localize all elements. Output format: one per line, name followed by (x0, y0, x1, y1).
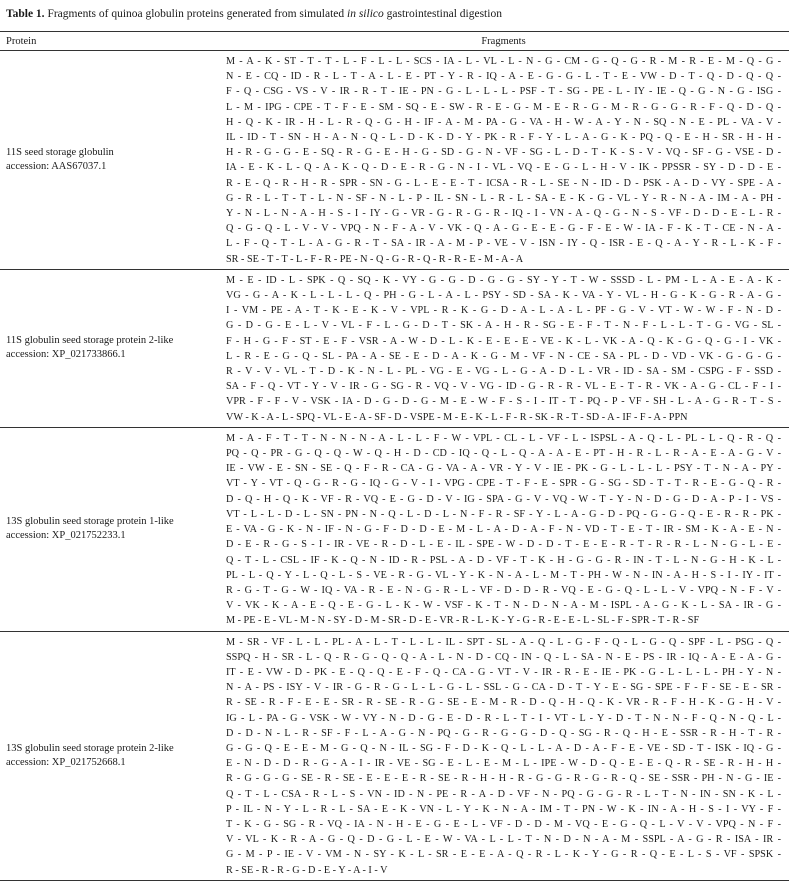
fragment-line: G - R - L - T - T - L - N - SF - N - L - P - IL - SN - L - R - L - SA - E - K - G - VL - Y - R - N - A - IM - A - PH - (226, 192, 781, 204)
fragment-line: VW - K - A - L - SPQ - VL - E - A - SF - D - VSPE - M - E - K - L - F - R - SK - R - T - SD - A - IF - F - A - PPN (226, 411, 688, 423)
fragment-line: R - SE - R - F - E - E - SR - R - SE - R - G - SE - E - M - R - D - Q - H - Q - K - VR - R - F - H - K - G - H - V - (226, 697, 781, 709)
fragments-cell (218, 632, 789, 880)
fragment-line: R - V - V - VL - T - D - K - N - L - PL - VG - E - VG - L - G - A - D - L - VR - ID - SA - SM - CSPG - F - SSD - (226, 366, 781, 378)
fragment-line: VT - Y - VT - Q - G - R - G - IQ - G - V - I - VPG - CPE - T - F - E - SPR - G - SG - SD - T - T - R - E - G - Q - R - (226, 478, 781, 490)
fragment-line: SR - SE - T - T - L - F - R - PE - N - Q - G - R - Q - R - R - E - M - A - A (226, 253, 524, 265)
table-caption-text: Fragments of quinoa globulin proteins generated from simulated (44, 8, 348, 20)
protein-accession: accession: XP_021733866.1 (6, 349, 126, 361)
fragment-line: D - Q - H - Q - K - VF - R - VQ - E - G - D - V - IG - SPA - G - V - VQ - W - T - Y - N - D - G - D - A - P - I - VS - (226, 493, 781, 505)
fragment-line: VG - G - A - K - L - L - L - Q - PH - G - L - A - L - PSY - SD - SA - K - VA - Y - VL - H - G - K - G - R - A - G - (226, 290, 781, 302)
fragment-line: IL - ID - T - SN - H - A - N - Q - L - D - K - D - Y - PK - R - F - Y - L - A - G - K - PQ - Q - E - H - SR - H - H - (226, 132, 781, 144)
fragment-line: Q - T - L - CSL - IF - K - Q - N - ID - R - PSL - A - D - VF - T - K - H - G - G - R - IN - T - L - N - G - H - K - L - (226, 554, 781, 566)
fragment-line: D - E - R - G - S - I - IR - VE - R - D - L - E - IL - SPE - W - D - D - T - E - E - R - T - R - R - L - N - G - L - E - (226, 539, 781, 551)
table-caption-label: Table 1. (6, 8, 45, 20)
protein-name: 13S globulin seed storage protein 1-like (6, 516, 174, 528)
protein-name-cell (0, 51, 218, 269)
table-caption-text-end: gastrointestinal digestion (383, 8, 502, 20)
fragment-line: VT - L - L - D - L - SN - PN - N - Q - L - D - L - N - F - R - SF - Y - L - A - G - D - PQ - G - G - Q - E - R - R - PK - (226, 508, 781, 520)
fragment-line: F - H - G - F - ST - E - F - VSR - A - W - D - L - K - E - E - E - VE - K - L - VK - A - Q - K - G - Q - G - I - VK - (226, 335, 781, 347)
fragments-cell (218, 428, 789, 631)
fragment-line: M - PE - E - VL - M - N - SY - D - M - SR - D - E - VR - R - L - K - Y - G - R - E - E - L - SL - F - SPR - T - R - SF (226, 615, 700, 627)
fragment-line: M - A - K - ST - T - T - L - F - L - L - SCS - IA - L - VL - L - N - G - CM - G - Q - G - R - M - R - E - M - Q - G - (226, 56, 781, 67)
fragment-line: N - A - PS - ISY - V - IR - G - R - G - L - L - G - L - SSL - G - CA - D - T - Y - E - SG - SPE - F - F - SE - E - SR - (226, 682, 781, 694)
protein-name-cell (0, 270, 218, 427)
fragment-line: IE - VW - E - SN - SE - Q - F - R - CA - G - VA - A - VR - Y - V - IE - PK - G - L - L - L - PSY - T - N - A - PY - (226, 463, 781, 475)
fragment-line: M - E - ID - L - SPK - Q - SQ - K - VY - G - G - D - G - G - SY - Y - T - W - SSSD - L - PM - L - A - E - A - K - (226, 274, 781, 286)
fragment-line: Q - T - L - CSA - R - L - S - VN - ID - N - PE - R - A - D - VF - N - PQ - G - G - R - L - T - N - IN - SN - K - L - (226, 788, 781, 800)
column-header-protein: Protein (6, 35, 37, 47)
fragment-line: R - SE - R - R - G - D - E - Y - A - I - V (226, 864, 388, 876)
fragment-line: F - Q - CSG - VS - V - IR - R - T - IE - PN - G - L - L - L - PSF - T - SG - PE - L - IY - IE - Q - G - N - G - ISG - (226, 86, 781, 98)
protein-name: 11S globulin seed storage protein 2-like (6, 335, 174, 347)
fragment-line: M - SR - VF - L - L - PL - A - L - T - L - L - IL - SPT - SL - A - Q - L - G - F - Q - L - G - Q - SPF - L - PSG - Q - (226, 636, 781, 648)
fragment-line: R - E - Q - R - H - R - SPR - SN - G - L - E - E - T - ICSA - R - L - SE - N - ID - D - PSK - A - D - VY - SPE - A - (226, 177, 781, 189)
fragment-line: L - F - Q - T - L - A - G - R - T - SA - IR - A - M - P - VE - V - ISN - IY - Q - ISR - E - Q - A - Y - R - L - K - F - (226, 238, 781, 250)
fragment-line: G - D - G - E - L - V - VL - F - L - G - D - T - SK - A - H - R - SG - E - F - T - N - F - L - L - T - G - VG - SL - (226, 320, 781, 332)
fragment-line: SSPQ - H - SR - L - Q - R - G - Q - Q - A - L - N - D - CQ - IN - Q - L - SA - N - E - PS - IR - IQ - A - E - A - G - (226, 651, 781, 663)
fragments-cell (218, 270, 789, 427)
fragment-line: E - VA - G - K - N - IF - N - G - F - D - D - E - M - L - A - D - A - F - N - VD - T - E - T - IR - SM - K - A - E - N - (226, 524, 781, 536)
fragment-line: N - E - CQ - ID - R - L - T - A - L - E - PT - Y - R - IQ - A - E - G - G - L - T - E - VW - D - T - Q - D - Q - Q - (226, 71, 781, 83)
table-row (0, 270, 789, 428)
table-body (0, 51, 789, 881)
fragment-line: PQ - Q - PR - G - Q - Q - W - Q - H - D - CD - IQ - Q - L - Q - A - A - E - PT - H - R - L - R - A - E - A - G - V - (226, 448, 781, 460)
table-row (0, 428, 789, 632)
fragment-line: Q - G - Q - L - V - V - VPQ - N - F - A - V - VK - Q - A - G - E - E - G - F - E - W - IA - F - K - T - CE - N - A - (226, 223, 781, 235)
fragment-line: P - IL - N - Y - L - R - L - SA - E - K - VN - L - Y - K - N - A - IM - T - PN - W - K - IN - A - H - S - I - VY - F - (226, 803, 781, 815)
fragment-line: V - VK - K - A - E - Q - E - G - L - K - W - VSF - K - T - N - D - N - A - M - ISPL - A - G - K - L - SA - IR - G - (226, 600, 781, 612)
fragment-line: I - VM - PE - A - T - K - E - K - V - VPL - R - K - G - D - A - L - A - L - PF - G - V - VT - W - W - F - N - D - (226, 305, 781, 317)
table-caption (6, 6, 786, 22)
fragment-line: PL - L - Q - Y - L - Q - L - S - VE - R - G - VL - Y - K - N - A - L - M - T - PH - W - N - IN - A - H - S - I - IY - IT - (226, 569, 781, 581)
protein-name-cell (0, 428, 218, 631)
fragment-line: IT - E - VW - D - PK - E - Q - Q - E - F - Q - CA - G - VT - V - IR - R - E - IE - PK - G - L - L - L - PH - Y - N - (226, 666, 781, 678)
protein-accession: accession: XP_021752668.1 (6, 756, 126, 768)
fragment-line: VPR - F - F - V - VSK - IA - D - G - D - G - M - E - W - F - S - I - IT - T - PQ - P - VF - SH - L - A - G - R - T - S - (226, 396, 781, 408)
fragment-line: D - D - N - L - R - SF - F - L - A - G - N - PQ - G - R - G - G - D - Q - SG - R - Q - H - E - SSR - R - H - T - R - (226, 727, 781, 739)
fragment-line: IG - L - PA - G - VSK - W - VY - N - D - G - E - D - R - L - T - I - VT - L - Y - D - T - N - N - F - Q - N - Q - L - (226, 712, 781, 724)
fragment-line: IA - E - K - L - Q - A - K - Q - D - E - R - G - N - I - VL - VQ - E - G - L - H - V - IK - PPSSR - SY - D - D - E - (226, 162, 781, 174)
table-row (0, 632, 789, 881)
table-caption-italic: in silico (347, 8, 384, 20)
fragments-table (0, 31, 789, 881)
column-header-fragments: Fragments (481, 35, 526, 47)
fragment-line: H - Q - K - IR - H - L - R - Q - G - H - IF - A - M - PA - G - VA - H - W - A - Y - N - SQ - N - E - PL - VA - V - (226, 116, 781, 128)
fragments-cell (218, 51, 789, 269)
fragment-line: R - G - T - G - W - IQ - VA - R - E - N - G - R - L - VF - D - D - R - VQ - E - G - Q - L - L - V - VPQ - N - F - V - (226, 584, 781, 596)
table-header (0, 32, 789, 51)
fragment-line: E - N - D - D - R - G - A - I - IR - VE - SG - E - L - E - M - L - IPE - W - D - Q - E - E - Q - R - SE - R - H - H - (226, 758, 781, 770)
fragment-line: G - G - Q - E - E - M - G - Q - N - IL - SG - F - D - K - Q - L - L - A - D - A - F - E - VE - SD - T - ISK - IQ - G - (226, 742, 781, 754)
fragment-line: L - M - IPG - CPE - T - F - E - SM - SQ - E - SW - R - E - G - M - E - R - G - M - R - G - G - R - F - Q - D - Q - (226, 101, 781, 113)
protein-name: 11S seed storage globulin (6, 146, 114, 158)
fragment-line: G - M - P - IE - V - VM - N - SY - K - L - SR - E - E - A - Q - R - L - K - Y - G - R - Q - E - L - S - VF - SPSK - (226, 849, 781, 861)
fragment-line: R - G - G - G - SE - R - SE - E - E - E - R - SE - R - H - H - R - G - G - R - G - R - Q - SE - SSR - PH - N - G - IE - (226, 773, 781, 785)
fragment-line: SA - F - Q - VT - Y - V - IR - G - SG - R - VQ - V - VG - ID - G - R - R - VL - E - T - R - VK - A - G - CL - F - I - (226, 381, 781, 393)
fragment-line: V - VL - K - R - A - G - Q - D - G - L - E - W - VA - L - L - T - N - D - N - A - M - SSPL - A - G - R - ISA - IR - (226, 834, 781, 846)
protein-name-cell (0, 632, 218, 880)
fragment-line: Y - N - L - N - A - H - S - I - IY - G - VR - G - R - G - R - IQ - I - VN - A - Q - G - N - S - VF - D - D - E - L - R - (226, 208, 781, 220)
protein-name: 13S globulin seed storage protein 2-like (6, 742, 174, 754)
protein-accession: accession: XP_021752233.1 (6, 530, 126, 542)
table-row (0, 51, 789, 270)
fragment-line: M - A - F - T - T - N - N - N - A - L - L - F - W - VPL - CL - L - VF - L - ISPSL - A - Q - L - PL - L - Q - R - Q - (226, 432, 781, 444)
protein-accession: accession: AAS67037.1 (6, 160, 107, 172)
fragment-line: T - K - G - SG - R - VQ - IA - N - H - E - G - E - L - VF - D - D - M - VQ - E - G - Q - L - V - V - VPQ - N - F - (226, 818, 781, 830)
fragment-line: L - R - E - G - Q - SL - PA - A - SE - E - D - A - K - G - M - VF - N - CE - SA - PL - D - VD - VK - G - G - G - (226, 350, 781, 362)
fragment-line: H - R - G - G - E - SQ - R - G - E - H - G - SD - G - N - VF - SG - L - D - T - K - S - V - VQ - SF - G - VSE - D - (226, 147, 781, 159)
